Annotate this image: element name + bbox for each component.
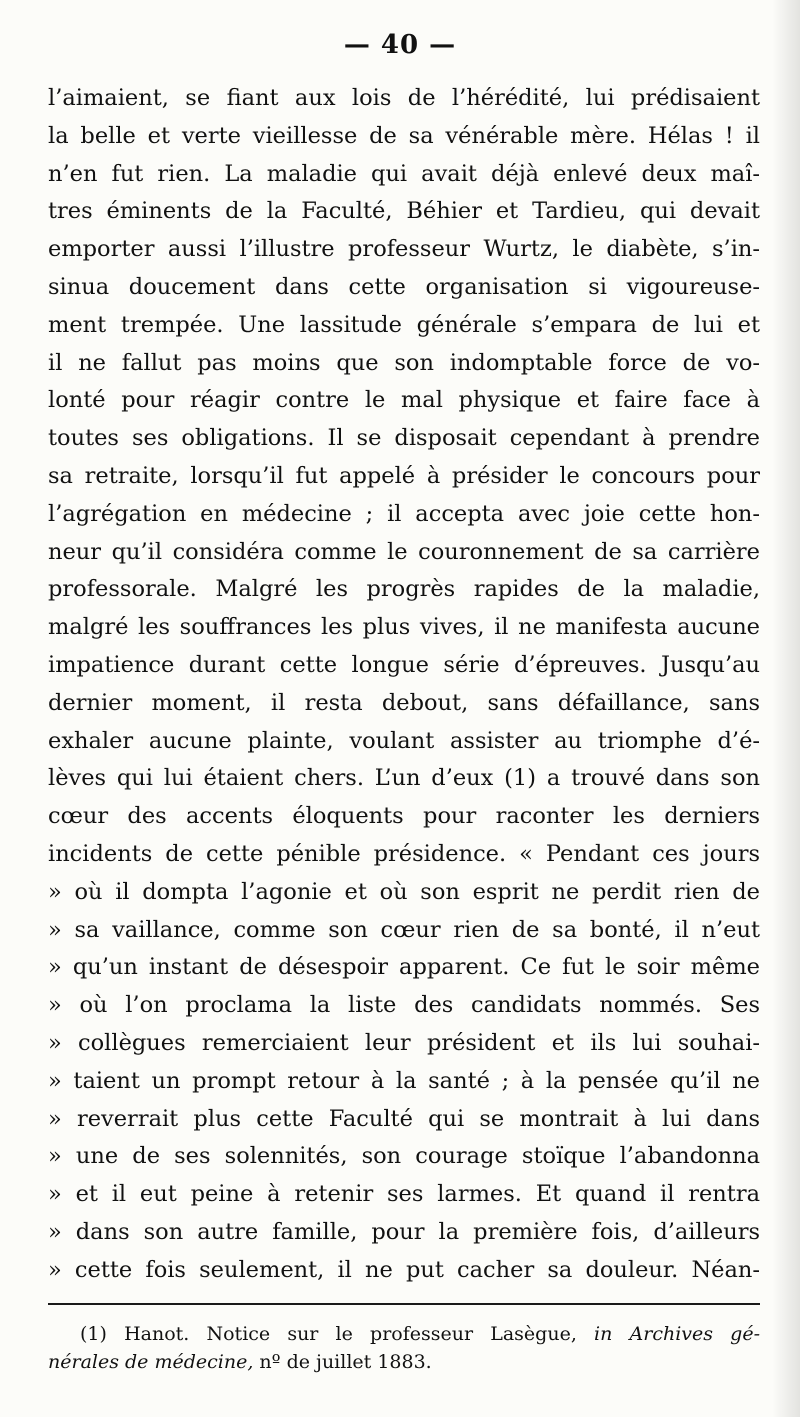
footnote-journal-title-cont: nérales de médecine, [48,1351,254,1373]
text-line: sa retraite, lorsqu’il fut appelé à présider le concours pour [48,462,760,489]
page-edge-shadow [772,0,800,1417]
text-line: incidents de cette pénible présidence. « Pendant ces jours [48,840,760,867]
body-text [48,80,760,1290]
text-line: ment trempée. Une lassitude générale s’empara de lui et [48,311,760,338]
text-line: impatience durant cette longue série d’épreuves. Jusqu’au [48,651,760,678]
quote-line: » une de ses solennités, son courage stoïque l’abandonna [48,1143,760,1170]
text-line: professorale. Malgré les progrès rapides de la maladie, [48,576,760,603]
quote-line: » où il dompta l’agonie et où son esprit ne perdit rien de [48,878,760,905]
footnote-date: nº de juillet 1883. [253,1351,432,1373]
text-line: l’aimaient, se fiant aux lois de l’hérédité, lui prédisaient [48,85,760,111]
quote-line: » sa vaillance, comme son cœur rien de sa bonté, il n’eut [48,916,760,943]
text-line: n’en fut rien. La maladie qui avait déjà enlevé deux maî- [48,160,760,187]
text-line: sinua doucement dans cette organisation si vigoureuse- [48,273,760,300]
quote-line: » dans son autre famille, pour la première fois, d’ailleurs [48,1218,760,1245]
footnote-line [48,1348,760,1376]
text-line: il ne fallut pas moins que son indomptable force de vo- [48,349,760,376]
footnote-line [48,1320,760,1348]
quote-line: » où l’on proclama la liste des candidats nommés. Ses [48,992,760,1019]
text-line: dernier moment, il resta debout, sans défaillance, sans [48,689,760,716]
text-line: cœur des accents éloquents pour raconter les derniers [48,803,760,830]
quote-line: » qu’un instant de désespoir apparent. Ce fut le soir même [48,954,760,981]
text-line: la belle et verte vieillesse de sa vénérable mère. Hélas ! il [48,122,760,149]
footnote-citation: (1) Hanot. Notice sur le professeur Lasègue, [80,1323,595,1345]
text-line: l’agrégation en médecine ; il accepta avec joie cette hon- [48,500,760,527]
text-line: lèves qui lui étaient chers. L’un d’eux (1) a trouvé dans son [48,765,760,792]
footnote [48,1320,760,1376]
footnote-divider [48,1303,760,1305]
text-line: neur qu’il considéra comme le couronnement de sa carrière [48,538,760,565]
quote-line: » reverrait plus cette Faculté qui se montrait à lui dans [48,1105,760,1132]
text-line: toutes ses obligations. Il se disposait cependant à prendre [48,425,760,452]
quote-line: » cette fois seulement, il ne put cacher sa douleur. Néan- [48,1256,760,1283]
quote-line: » et il eut peine à retenir ses larmes. Et quand il rentra [48,1181,760,1208]
text-line: exhaler aucune plainte, voulant assister au triomphe d’é- [48,727,760,754]
text-line: malgré les souffrances les plus vives, il ne manifesta aucune [48,614,760,641]
quote-line: » collègues remerciaient leur président et ils lui souhai- [48,1029,760,1056]
text-line: tres éminents de la Faculté, Béhier et Tardieu, qui devait [48,198,760,225]
page-number: — 40 — [343,30,457,60]
quote-line: » taient un prompt retour à la santé ; à la pensée qu’il ne [48,1067,760,1094]
text-line: emporter aussi l’illustre professeur Wurtz, le diabète, s’in- [48,236,760,263]
footnote-journal-title: in Archives gé- [594,1323,760,1345]
text-line: lonté pour réagir contre le mal physique et faire face à [48,387,760,414]
